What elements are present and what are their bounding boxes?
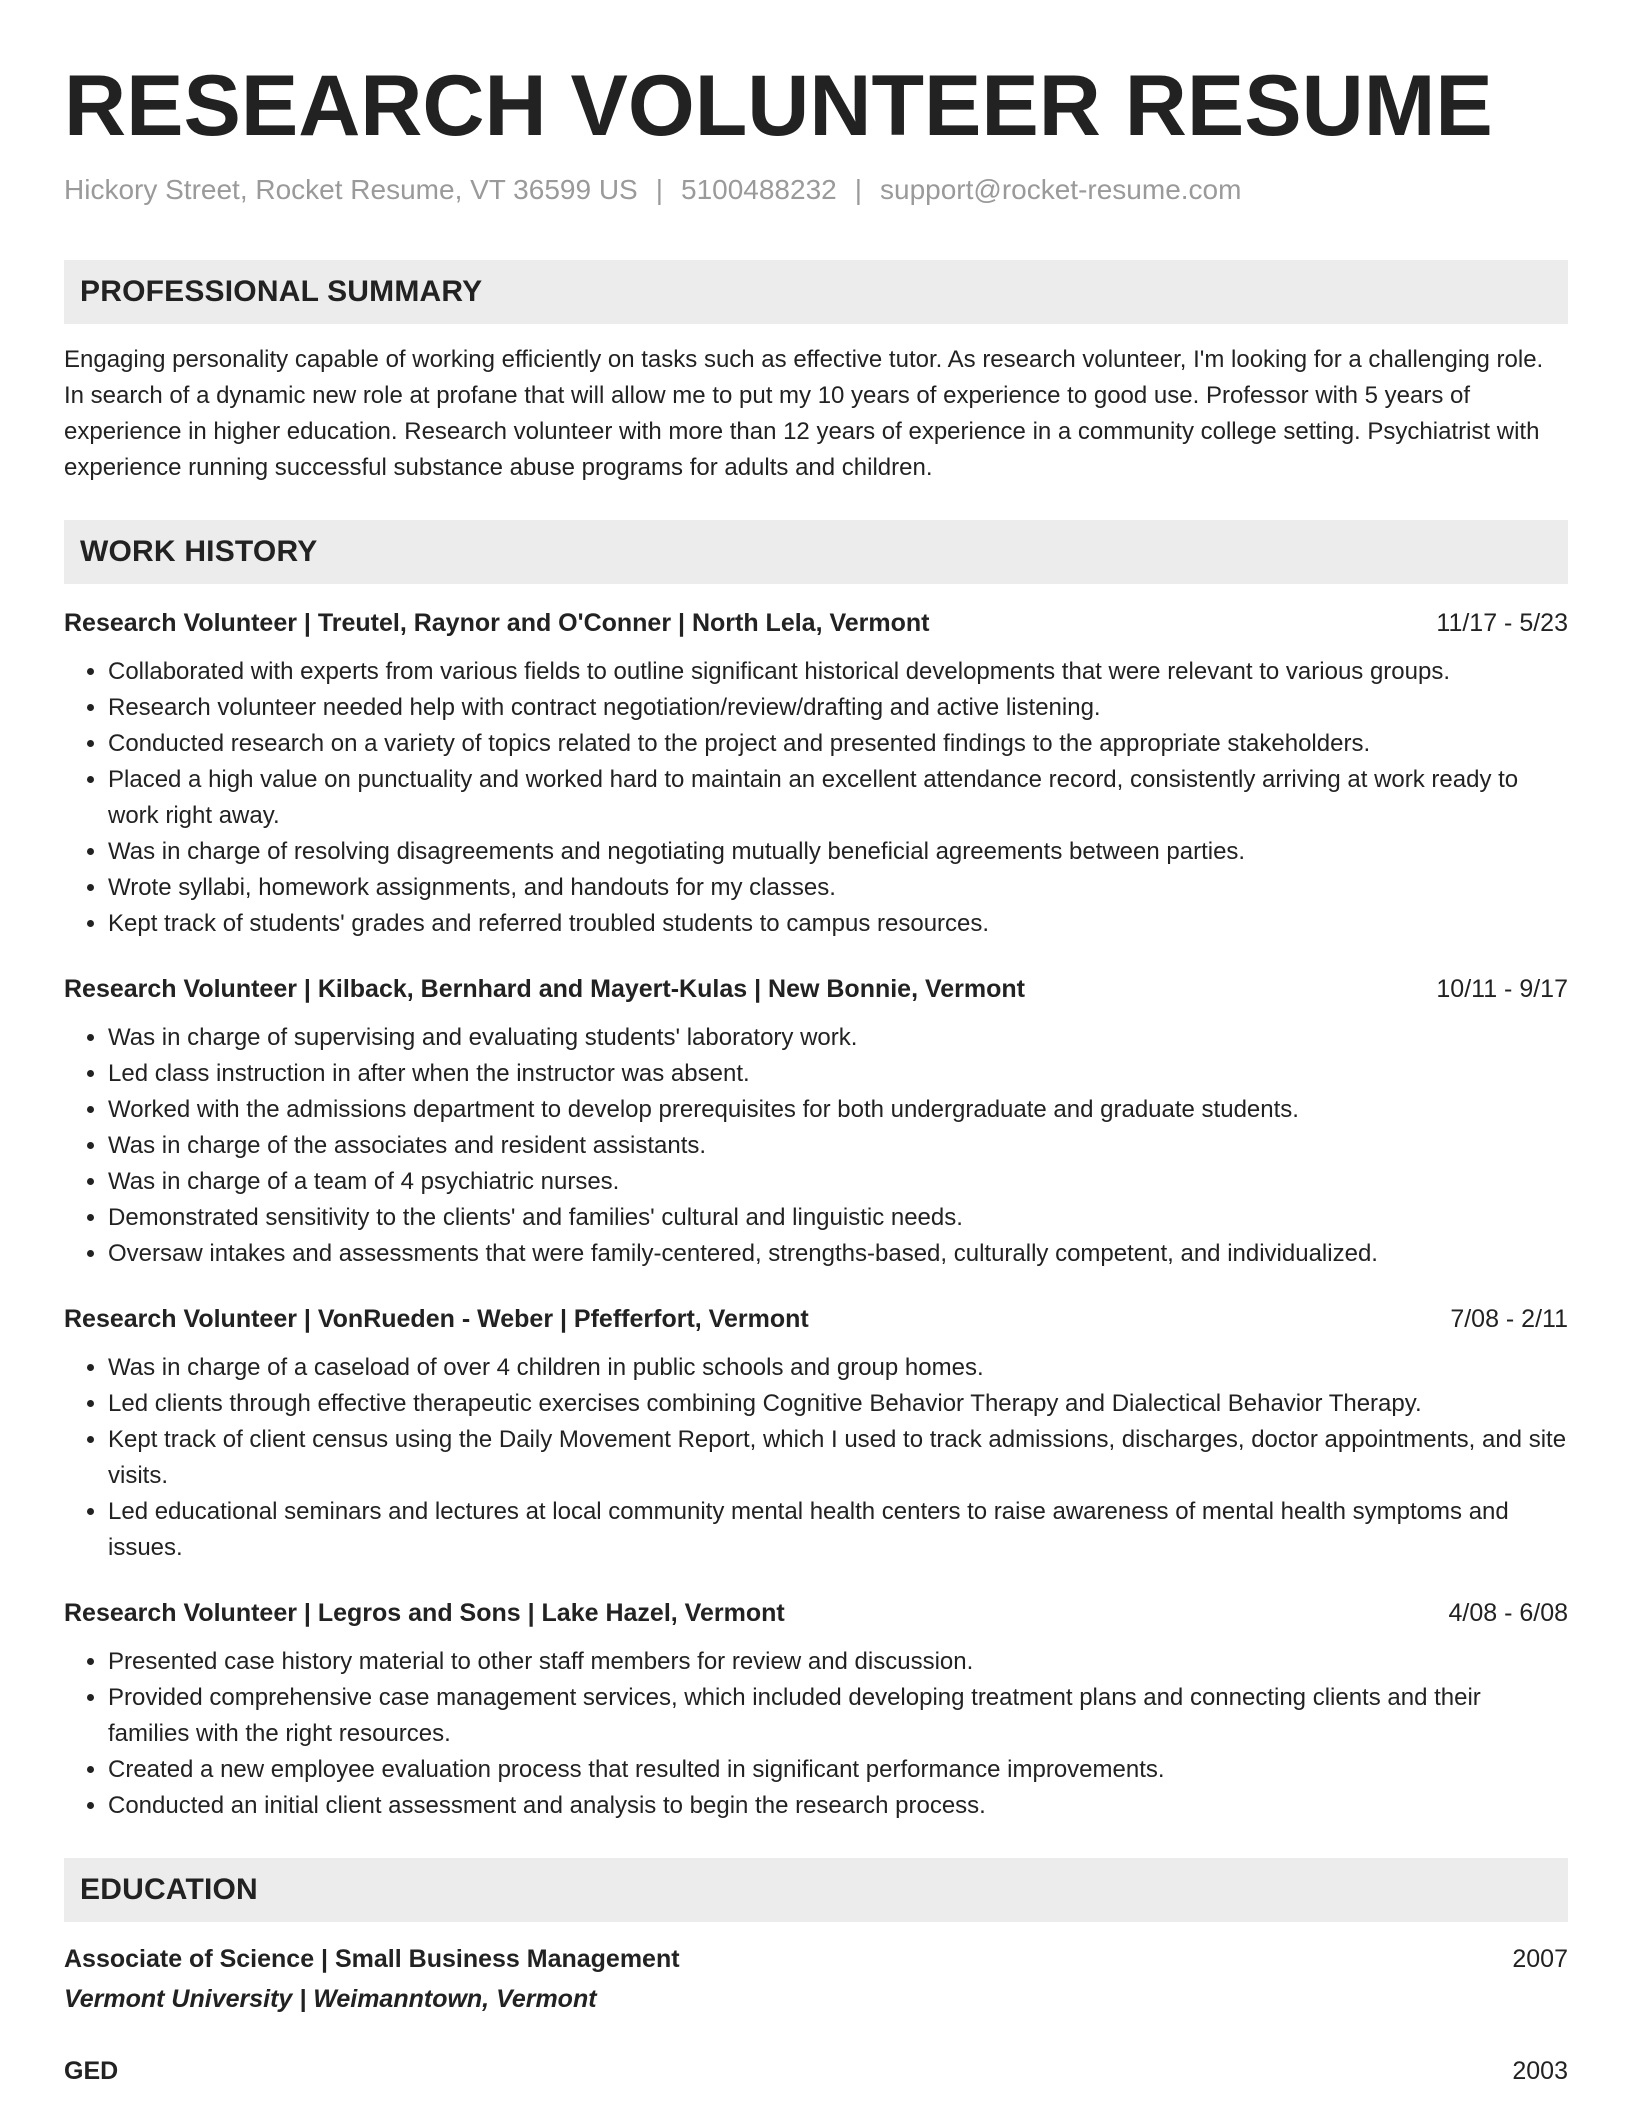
job-entry (64, 1302, 1568, 1566)
contact-phone: 5100488232 (681, 174, 837, 205)
job-title: Research Volunteer | Treutel, Raynor and O'Conner | North Lela, Vermont (64, 609, 930, 637)
education-year: 2007 (1512, 1945, 1568, 1973)
education-entry (64, 2054, 1568, 2088)
contact-line (64, 172, 1568, 208)
job-dates: 10/11 - 9/17 (1436, 975, 1568, 1003)
job-bullet: • Conducted an initial client assessment and analysis to begin the research process. (108, 1788, 1568, 1824)
job-bullet: • Led class instruction in after when the instructor was absent. (108, 1056, 1568, 1092)
contact-email[interactable]: support@rocket-resume.com (880, 174, 1242, 205)
job-bullet: • Was in charge of a caseload of over 4 children in public schools and group homes. (108, 1350, 1568, 1386)
job-bullets (64, 654, 1568, 942)
job-bullet: • Wrote syllabi, homework assignments, and handouts for my classes. (108, 870, 1568, 906)
job-dates: 4/08 - 6/08 (1448, 1599, 1568, 1627)
job-title: Research Volunteer | VonRueden - Weber | Pfefferfort, Vermont (64, 1305, 809, 1333)
job-bullet: • Was in charge of a team of 4 psychiatric nurses. (108, 1164, 1568, 1200)
job-bullet: • Collaborated with experts from various fields to outline significant historical developments that were relevant to various groups. (108, 654, 1568, 690)
job-bullets (64, 1020, 1568, 1272)
job-bullet: • Was in charge of resolving disagreements and negotiating mutually beneficial agreements between parties. (108, 834, 1568, 870)
summary-heading: PROFESSIONAL SUMMARY (64, 260, 1568, 324)
contact-separator: | (655, 174, 663, 205)
education-header (64, 2054, 1568, 2088)
job-entry (64, 1596, 1568, 1824)
job-bullet: • Presented case history material to other staff members for review and discussion. (108, 1644, 1568, 1680)
job-bullet: • Kept track of students' grades and referred troubled students to campus resources. (108, 906, 1568, 942)
summary-text: Engaging personality capable of working efficiently on tasks such as effective tutor. As research volunteer, I'm looking for a challenging role. In search of a dynamic new role at profane that will allow me to put my 10 years of experience to good use. Professor with 5 years of experience in higher education. Research volunteer with more than 12 years of experience in a community college setting. Psychiatrist with experience running successful substance abuse programs for adults and children. (64, 346, 1544, 481)
education-degree: Associate of Science | Small Business Management (64, 1945, 680, 1973)
job-dates: 7/08 - 2/11 (1450, 1305, 1568, 1333)
job-header (64, 1302, 1568, 1336)
work-history-heading: WORK HISTORY (64, 520, 1568, 584)
education-entry (64, 1942, 1568, 2016)
job-bullets (64, 1350, 1568, 1566)
job-title: Research Volunteer | Kilback, Bernhard and Mayert-Kulas | New Bonnie, Vermont (64, 975, 1025, 1003)
education-year: 2003 (1512, 2057, 1568, 2085)
job-bullet: • Conducted research on a variety of topics related to the project and presented findings to the appropriate stakeholders. (108, 726, 1568, 762)
job-title: Research Volunteer | Legros and Sons | Lake Hazel, Vermont (64, 1599, 785, 1627)
job-bullet: • Was in charge of the associates and resident assistants. (108, 1128, 1568, 1164)
contact-address: Hickory Street, Rocket Resume, VT 36599 US (64, 174, 638, 205)
job-bullet: • Demonstrated sensitivity to the clients' and families' cultural and linguistic needs. (108, 1200, 1568, 1236)
job-bullet: • Oversaw intakes and assessments that were family-centered, strengths-based, culturally competent, and individualized. (108, 1236, 1568, 1272)
job-bullets (64, 1644, 1568, 1824)
job-entry (64, 606, 1568, 942)
job-bullet: • Led educational seminars and lectures at local community mental health centers to raise awareness of mental health symptoms and issues. (108, 1494, 1568, 1566)
job-bullet: • Research volunteer needed help with contract negotiation/review/drafting and active listening. (108, 690, 1568, 726)
education-header (64, 1942, 1568, 1976)
job-bullet: • Led clients through effective therapeutic exercises combining Cognitive Behavior Therapy and Dialectical Behavior Therapy. (108, 1386, 1568, 1422)
job-bullet: • Worked with the admissions department to develop prerequisites for both undergraduate and graduate students. (108, 1092, 1568, 1128)
job-entry (64, 972, 1568, 1272)
education-degree: GED (64, 2057, 119, 2085)
job-bullet: • Created a new employee evaluation process that resulted in significant performance improvements. (108, 1752, 1568, 1788)
job-bullet: • Provided comprehensive case management services, which included developing treatment plans and connecting clients and their families with the right resources. (108, 1680, 1568, 1752)
job-header (64, 1596, 1568, 1630)
job-header (64, 606, 1568, 640)
contact-separator: | (854, 174, 863, 205)
job-header (64, 972, 1568, 1006)
education-school: Vermont University | Weimanntown, Vermont (64, 1985, 597, 2013)
job-bullet: • Kept track of client census using the Daily Movement Report, which I used to track admissions, discharges, doctor appointments, and site visits. (108, 1422, 1568, 1494)
education-heading: EDUCATION (64, 1858, 1568, 1922)
job-dates: 11/17 - 5/23 (1436, 609, 1568, 637)
job-bullet: • Was in charge of supervising and evaluating students' laboratory work. (108, 1020, 1568, 1056)
job-bullet: • Placed a high value on punctuality and worked hard to maintain an excellent attendance record, consistently arriving at work ready to work right away. (108, 762, 1568, 834)
resume-title: RESEARCH VOLUNTEER RESUME (64, 58, 1493, 154)
